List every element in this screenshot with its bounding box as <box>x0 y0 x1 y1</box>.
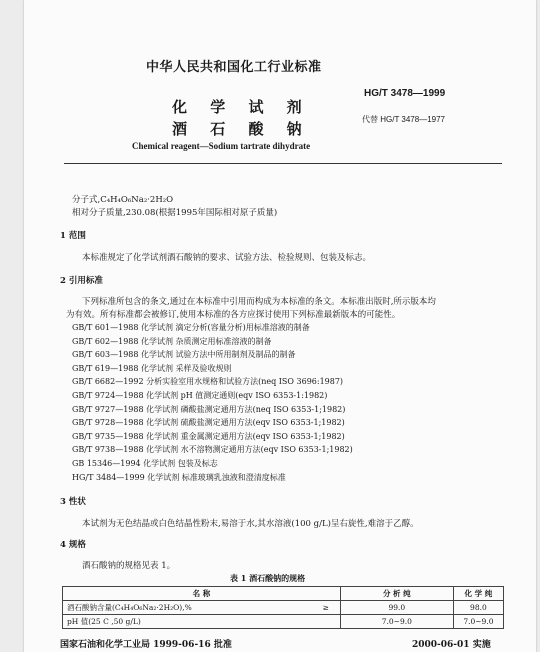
reference-item: GB/T 9738—1988 化学试剂 水不溶物测定通用方法(eqv ISO 6353-1;1982) <box>72 445 353 455</box>
row-operator: ≥ <box>312 601 341 615</box>
title-substance: 酒 石 酸 钠 <box>172 120 311 138</box>
table-row <box>63 615 504 629</box>
section-2-intro-1: 下列标准所包含的条文,通过在本标准中引用而构成为本标准的条文。本标准出版时,所示版本均 <box>82 297 436 307</box>
title-category: 化 学 试 剂 <box>172 98 311 116</box>
table-header-ar: 分 析 纯 <box>340 587 453 601</box>
approval-line: 国家石油和化学工业局 1999-06-16 批准 <box>60 640 232 650</box>
row-name: 酒石酸钠含量(C₄H₄O₆Na₂·2H₂O),% <box>63 601 312 615</box>
reference-item: GB/T 9727—1988 化学试剂 磷酸盐测定通用方法(neq ISO 6353-1;1982) <box>72 404 346 414</box>
reference-item: GB 15346—1994 化学试剂 包装及标志 <box>72 459 218 468</box>
row-cp-value: 7.0~9.0 <box>453 615 503 629</box>
reference-item: GB/T 6682—1992 分析实验室用水规格和试验方法(neq ISO 3696:1987) <box>72 377 344 387</box>
table-caption: 表 1 酒石酸钠的规格 <box>230 573 306 583</box>
reference-item: HG/T 3484—1999 化学试剂 标准玻璃乳浊液和澄清度标准 <box>72 472 286 482</box>
spec-table <box>62 586 504 629</box>
row-ar-value: 7.0~9.0 <box>340 615 453 629</box>
section-2-intro-2: 为有效。所有标准都会被修订,使用本标准的各方应探讨使用下列标准最新版本的可能性。 <box>66 310 401 320</box>
replaces-standard: 代替 HG/T 3478—1977 <box>362 115 446 124</box>
reference-item: GB/T 602—1988 化学试剂 杂质测定用标准溶液的制备 <box>72 336 272 346</box>
formula: 分子式,C₄H₄O₆Na₂·2H₂O <box>72 195 174 205</box>
section-2-title: 2 引用标准 <box>60 276 103 286</box>
table-row <box>63 601 504 615</box>
issuing-organization: 中华人民共和国化工行业标准 <box>146 60 322 75</box>
reference-item: GB/T 603—1988 化学试剂 试验方法中所用制剂及制品的制备 <box>72 350 296 360</box>
reference-item: GB/T 9735—1988 化学试剂 重金属测定通用方法(eqv ISO 6353-1;1982) <box>72 431 345 441</box>
reference-item: GB/T 619—1988 化学试剂 采样及验收规则 <box>72 363 232 373</box>
document-page <box>24 0 536 652</box>
section-3-text: 本试剂为无色结晶或白色结晶性粉末,易溶于水,其水溶液(100 g/L)呈右旋性,难溶于乙醇。 <box>82 519 419 529</box>
row-name: pH 值(25 C ,50 g/L) <box>63 615 312 629</box>
reference-item: GB/T 9728—1988 化学试剂 硫酸盐测定通用方法(eqv ISO 6353-1;1982) <box>72 418 345 428</box>
standard-number: HG/T 3478—1999 <box>364 88 446 99</box>
molecular-mass: 相对分子质量,230.08(根据1995年国际相对原子质量) <box>72 208 278 218</box>
section-1-text: 本标准规定了化学试剂酒石酸钠的要求、试验方法、检验规则、包装及标志。 <box>82 253 372 263</box>
table-header-row <box>63 587 504 601</box>
section-3-title: 3 性状 <box>60 497 86 507</box>
table-header-cp: 化 学 纯 <box>453 587 503 601</box>
header-divider <box>64 163 502 164</box>
row-operator <box>312 615 341 629</box>
section-1-title: 1 范围 <box>60 231 86 241</box>
section-4-title: 4 规格 <box>60 540 86 550</box>
section-4-text: 酒石酸钠的规格见表 1。 <box>82 561 176 571</box>
reference-item: GB/T 9724—1988 化学试剂 pH 值测定通则(eqv ISO 6353-1:1982) <box>72 391 328 400</box>
row-cp-value: 98.0 <box>453 601 503 615</box>
row-ar-value: 99.0 <box>340 601 453 615</box>
reference-item: GB/T 601—1988 化学试剂 滴定分析(容量分析)用标准溶液的制备 <box>72 323 310 332</box>
table-header-name: 名 称 <box>63 587 341 601</box>
implementation-date: 2000-06-01 实施 <box>412 640 491 650</box>
english-title: Chemical reagent—Sodium tartrate dihydrate <box>132 141 311 151</box>
